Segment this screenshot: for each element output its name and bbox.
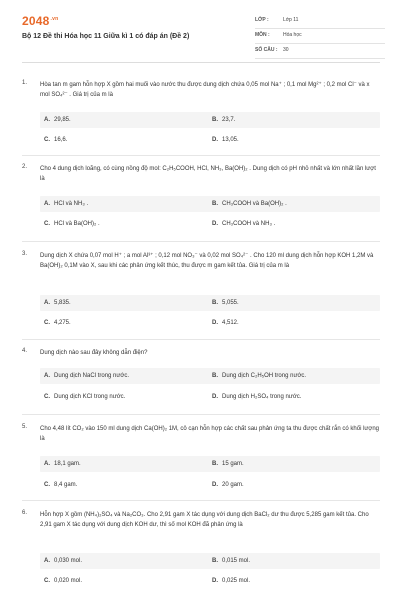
option-a[interactable] xyxy=(44,115,71,125)
option-letter: A. xyxy=(44,201,50,207)
option-letter: C. xyxy=(44,578,50,584)
option-text: 8,4 gam. xyxy=(54,482,78,488)
option-row xyxy=(40,315,380,331)
option-c[interactable] xyxy=(44,135,67,145)
meta-label: MÔN : xyxy=(255,32,270,38)
meta-value: Lớp 11 xyxy=(283,17,299,23)
question-number: 6. xyxy=(22,510,28,516)
header-divider xyxy=(22,62,380,63)
option-text: HCl và NH₃ . xyxy=(54,201,89,207)
option-letter: D. xyxy=(212,482,218,488)
option-letter: B. xyxy=(212,117,218,123)
option-letter: C. xyxy=(44,137,50,143)
option-d[interactable] xyxy=(212,135,239,145)
option-letter: A. xyxy=(44,461,50,467)
question-text: Cho 4,48 lít CO₂ vào 150 ml dung dịch Ca(OH)₂ 1M, cô cạn hỗn hợp các chất sau phản ứng ta thu được chất rắn có khối lượng là xyxy=(40,426,380,442)
option-text: 16,6. xyxy=(54,137,68,143)
option-text: CH₃COOH và Ba(OH)₂ . xyxy=(222,201,287,207)
option-letter: D. xyxy=(212,320,218,326)
option-letter: D. xyxy=(212,137,218,143)
site-logo[interactable] xyxy=(22,14,58,28)
meta-row-count xyxy=(255,44,385,59)
option-row xyxy=(40,295,380,311)
meta-value: Hóa học xyxy=(283,32,302,38)
option-text: 29,85. xyxy=(54,117,71,123)
question-5 xyxy=(22,424,382,494)
option-text: 18,1 gam. xyxy=(54,461,81,467)
question-number: 2. xyxy=(22,164,28,170)
option-text: 23,7. xyxy=(222,117,236,123)
option-row xyxy=(40,477,380,493)
option-b[interactable] xyxy=(212,459,244,469)
option-b[interactable] xyxy=(212,371,306,381)
option-letter: B. xyxy=(212,373,218,379)
option-text: Dung dịch H₂SO₄ trong nước. xyxy=(222,394,302,400)
option-text: 0,020 mol. xyxy=(54,578,83,584)
option-letter: A. xyxy=(44,373,50,379)
page-header xyxy=(0,0,400,58)
meta-row-subject xyxy=(255,29,385,44)
question-2 xyxy=(22,164,382,234)
question-text: Cho 4 dung dịch loãng, có cùng nồng độ mol: C₂H₅COOH, HCl, NH₃, Ba(OH)₂ . Dung dịch có pH nhỏ nhất và lớn nhất lần lượt là xyxy=(40,166,376,182)
question-text: Dung dịch X chứa 0,07 mol H⁺ ; a mol Al³⁺ ; 0,12 mol NO₃⁻ và 0,02 mol SO₄²⁻ . Cho 120 ml dung dịch hỗn hợp KOH 1,2M và Ba(OH)₂ 0,1M vào X, sau khi các phản ứng kết thúc, thu được m gam kết tủa. Giá trị của m là xyxy=(40,253,374,269)
option-text: 4,275. xyxy=(54,320,71,326)
option-letter: C. xyxy=(44,394,50,400)
option-text: 5,835. xyxy=(54,300,71,306)
option-c[interactable] xyxy=(44,576,82,586)
option-b[interactable] xyxy=(212,199,287,209)
meta-label: LỚP : xyxy=(255,17,269,23)
option-letter: D. xyxy=(212,221,218,227)
option-text: 4,512. xyxy=(222,320,239,326)
option-letter: C. xyxy=(44,221,50,227)
option-a[interactable] xyxy=(44,459,81,469)
option-row xyxy=(40,456,380,472)
question-4 xyxy=(22,348,382,408)
option-row xyxy=(40,553,380,569)
option-letter: B. xyxy=(212,558,218,564)
option-text: 5,055. xyxy=(222,300,239,306)
option-b[interactable] xyxy=(212,298,239,308)
meta-label: SỐ CÂU : xyxy=(255,47,278,53)
option-text: Dung dịch NaCl trong nước. xyxy=(54,373,129,379)
option-text: 0,025 mol. xyxy=(222,578,251,584)
option-text: HCl và Ba(OH)₂ . xyxy=(54,221,100,227)
option-b[interactable] xyxy=(212,115,235,125)
option-letter: B. xyxy=(212,300,218,306)
option-text: 13,05. xyxy=(222,137,239,143)
question-number: 3. xyxy=(22,251,28,257)
option-c[interactable] xyxy=(44,318,71,328)
option-letter: A. xyxy=(44,300,50,306)
meta-value: 30 xyxy=(283,47,289,53)
option-c[interactable] xyxy=(44,219,100,229)
option-c[interactable] xyxy=(44,392,125,402)
question-text: Hỗn hợp X gồm (NH₄)₂SO₄ và Na₂CO₃. Cho 2,91 gam X tác dụng với dung dịch BaCl₂ dư thu được 5,285 gam kết tủa. Cho 2,91 gam X tác dụng với dung dịch KOH dư, thì số mol KOH đã phản ứng là xyxy=(40,512,369,528)
option-letter: D. xyxy=(212,578,218,584)
logo-suffix: .vn xyxy=(50,16,59,22)
question-1 xyxy=(22,80,382,150)
option-letter: B. xyxy=(212,201,218,207)
option-letter: A. xyxy=(44,558,50,564)
question-separator xyxy=(22,414,380,415)
question-number: 5. xyxy=(22,424,28,430)
question-separator xyxy=(22,500,380,501)
option-text: CH₃COOH và NH₃ . xyxy=(222,221,276,227)
option-row xyxy=(40,573,380,589)
option-row xyxy=(40,196,380,212)
option-text: Dung dịch C₂H₅OH trong nước. xyxy=(222,373,307,379)
question-text: Dung dịch nào sau đây không dẫn điện? xyxy=(40,350,148,356)
option-d[interactable] xyxy=(212,219,275,229)
question-number: 1. xyxy=(22,80,28,86)
option-letter: D. xyxy=(212,394,218,400)
meta-row-class xyxy=(255,14,385,29)
question-text: Hòa tan m gam hỗn hợp X gồm hai muối vào nước thu được dung dịch chứa 0,05 mol Na⁺ ; 0,1 mol Mg²⁺ ; 0,2 mol Cl⁻ và x mol SO₄²⁻ . Giá trị của m là xyxy=(40,82,370,98)
option-b[interactable] xyxy=(212,556,250,566)
question-separator xyxy=(22,155,380,156)
option-a[interactable] xyxy=(44,556,82,566)
option-a[interactable] xyxy=(44,199,88,209)
document-title: Bộ 12 Đề thi Hóa học 11 Giữa kì 1 có đáp án (Đề 2) xyxy=(22,33,190,40)
option-text: 20 gam. xyxy=(222,482,244,488)
option-letter: B. xyxy=(212,461,218,467)
option-a[interactable] xyxy=(44,298,71,308)
option-c[interactable] xyxy=(44,480,77,490)
question-number: 4. xyxy=(22,348,28,354)
option-d[interactable] xyxy=(212,480,244,490)
option-letter: A. xyxy=(44,117,50,123)
option-row xyxy=(40,132,380,148)
option-text: Dung dịch KCl trong nước. xyxy=(54,394,126,400)
option-text: 15 gam. xyxy=(222,461,244,467)
exam-meta xyxy=(255,14,385,59)
option-d[interactable] xyxy=(212,576,250,586)
question-separator xyxy=(22,339,380,340)
option-letter: C. xyxy=(44,320,50,326)
option-text: 0,015 mol. xyxy=(222,558,251,564)
option-letter: C. xyxy=(44,482,50,488)
question-separator xyxy=(22,241,380,242)
option-a[interactable] xyxy=(44,371,129,381)
question-3 xyxy=(22,251,382,336)
question-6 xyxy=(22,510,382,595)
logo-main: 2048 xyxy=(22,14,50,28)
option-d[interactable] xyxy=(212,318,239,328)
option-d[interactable] xyxy=(212,392,301,402)
option-row xyxy=(40,112,380,128)
option-text: 0,030 mol. xyxy=(54,558,83,564)
